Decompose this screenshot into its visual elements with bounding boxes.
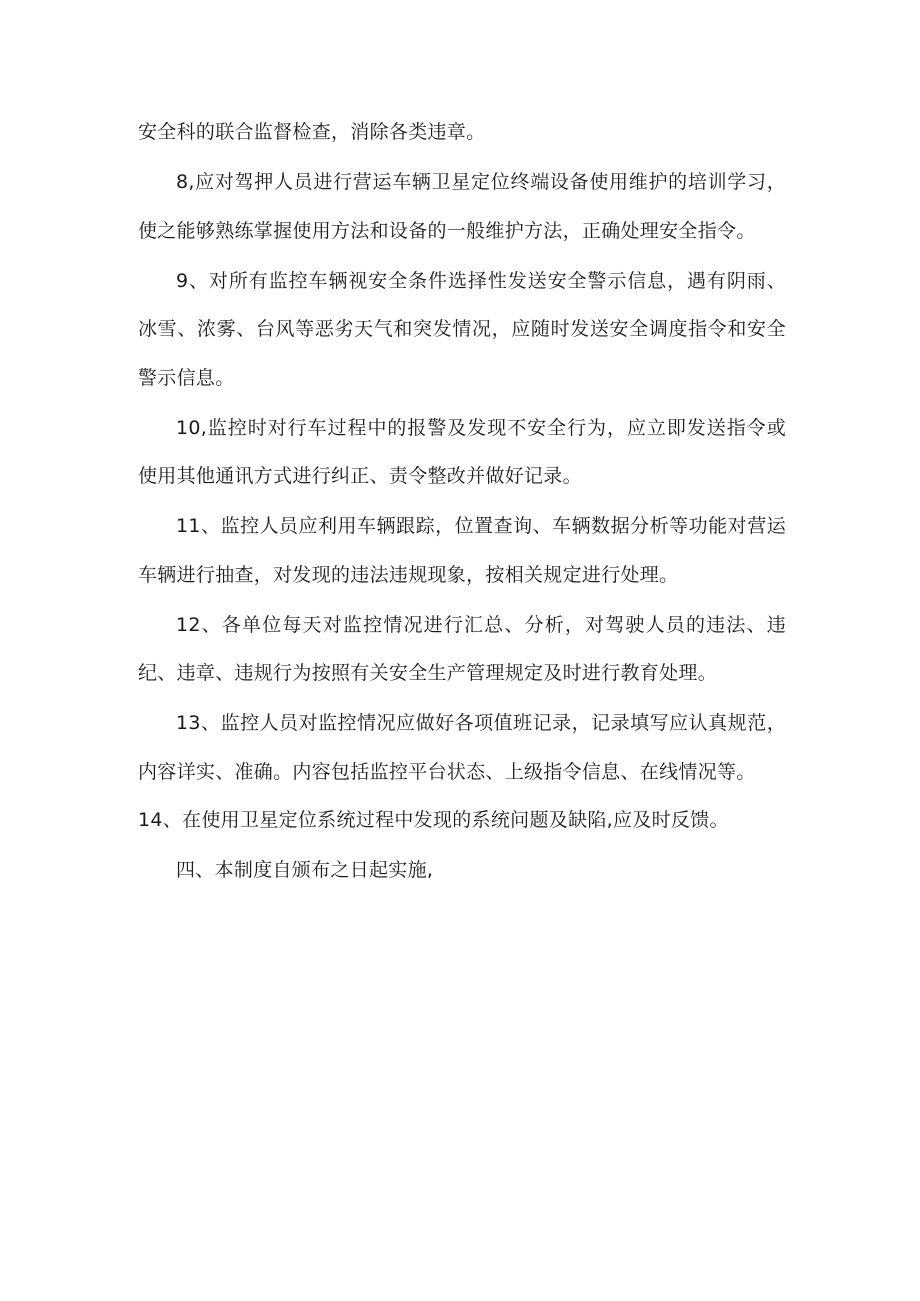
- paragraph-item-14: 14、在使用卫星定位系统过程中发现的系统问题及缺陷,应及时反馈。: [138, 809, 729, 831]
- paragraph-item-8: 8,应对驾押人员进行营运车辆卫星定位终端设备使用维护的培训学习，使之能够熟练掌握使用方法和设备的一般维护方法，正确处理安全指令。: [138, 171, 786, 242]
- paragraph-item-10: 10,监控时对行车过程中的报警及发现不安全行为，应立即发送指令或使用其他通讯方式进行纠正、责令整改并做好记录。: [138, 416, 786, 487]
- paragraph-item-11: 11、监控人员应利用车辆跟踪，位置查询、车辆数据分析等功能对营运车辆进行抽查，对发现的违法违规现象，按相关规定进行处理。: [138, 515, 786, 586]
- paragraph-continuation: 安全科的联合监督检查，消除各类违章。: [138, 121, 486, 143]
- paragraph-item-12: 12、各单位每天对监控情况进行汇总、分析，对驾驶人员的违法、违纪、违章、违规行为按照有关安全生产管理规定及时进行教育处理。: [138, 613, 786, 684]
- paragraph-item-13: 13、监控人员对监控情况应做好各项值班记录，记录填写应认真规范，内容详实、准确。内容包括监控平台状态、上级指令信息、在线情况等。: [138, 712, 786, 783]
- paragraph-item-9: 9、对所有监控车辆视安全条件选择性发送安全警示信息，遇有阴雨、冰雪、浓雾、台风等恶劣天气和突发情况，应随时发送安全调度指令和安全警示信息。: [138, 269, 786, 389]
- paragraph-section-4: 四、本制度自颁布之日起实施,: [176, 859, 434, 881]
- document-body: [138, 108, 786, 895]
